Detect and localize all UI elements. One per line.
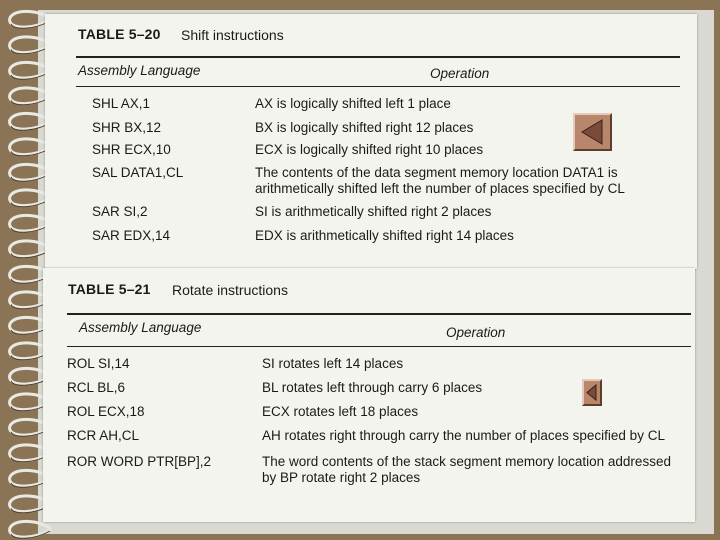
back-button[interactable] (573, 113, 612, 151)
table-title: Rotate instructions (172, 282, 288, 298)
assembly-cell: SHR BX,12 (92, 120, 162, 135)
column-header-operation: Operation (446, 325, 506, 340)
operation-cell: ECX is logically shifted right 10 places (255, 142, 484, 157)
rotate-table-scan (43, 268, 695, 522)
operation-cell: The word contents of the stack segment memory location addressed (262, 454, 671, 469)
column-header-assembly: Assembly Language (79, 320, 202, 335)
column-header-operation: Operation (430, 66, 490, 81)
operation-cell: arithmetically shifted left the number of places specified by CL (255, 181, 625, 196)
spiral-loop (10, 113, 50, 129)
spiral-loop (10, 190, 50, 206)
shift-table-scan (45, 14, 697, 269)
assembly-cell: SAL DATA1,CL (92, 165, 184, 180)
spiral-loop (10, 164, 50, 180)
assembly-cell: ROR WORD PTR[BP],2 (67, 454, 212, 469)
top-rule (76, 56, 680, 58)
assembly-cell: SAR SI,2 (92, 204, 148, 219)
assembly-cell: RCL BL,6 (67, 380, 126, 395)
spiral-loop (10, 139, 50, 155)
header-rule (67, 346, 691, 347)
spiral-loop (10, 62, 50, 78)
operation-cell: EDX is arithmetically shifted right 14 places (255, 228, 514, 243)
spiral-loop (10, 11, 50, 27)
column-header-assembly: Assembly Language (78, 63, 201, 78)
top-rule (67, 313, 691, 315)
operation-cell: BX is logically shifted right 12 places (255, 120, 474, 135)
assembly-cell: ROL ECX,18 (67, 404, 145, 419)
assembly-cell: SHR ECX,10 (92, 142, 171, 157)
operation-cell: BL rotates left through carry 6 places (262, 380, 483, 395)
assembly-cell: RCR AH,CL (67, 428, 140, 443)
spiral-loop (10, 37, 50, 53)
operation-cell: ECX rotates left 18 places (262, 404, 419, 419)
header-rule (76, 86, 680, 87)
table-number: TABLE 5–21 (68, 281, 151, 297)
triangle-left-icon (575, 115, 610, 149)
assembly-cell: SHL AX,1 (92, 96, 151, 111)
operation-cell: AH rotates right through carry the number of places specified by CL (262, 428, 665, 443)
spiral-loop (10, 241, 50, 257)
operation-cell: by BP rotate right 2 places (262, 470, 421, 485)
assembly-cell: SAR EDX,14 (92, 228, 171, 243)
table-number: TABLE 5–20 (78, 26, 161, 42)
operation-cell: AX is logically shifted left 1 place (255, 96, 451, 111)
operation-cell: The contents of the data segment memory location DATA1 is (255, 165, 618, 180)
operation-cell: SI rotates left 14 places (262, 356, 404, 371)
spiral-loop (10, 215, 50, 231)
operation-cell: SI is arithmetically shifted right 2 places (255, 204, 492, 219)
spiral-loop (10, 88, 50, 104)
assembly-cell: ROL SI,14 (67, 356, 130, 371)
spiral-loop (10, 521, 50, 537)
back-button-small[interactable] (582, 379, 602, 406)
triangle-left-icon (584, 381, 600, 404)
table-title: Shift instructions (181, 27, 284, 43)
